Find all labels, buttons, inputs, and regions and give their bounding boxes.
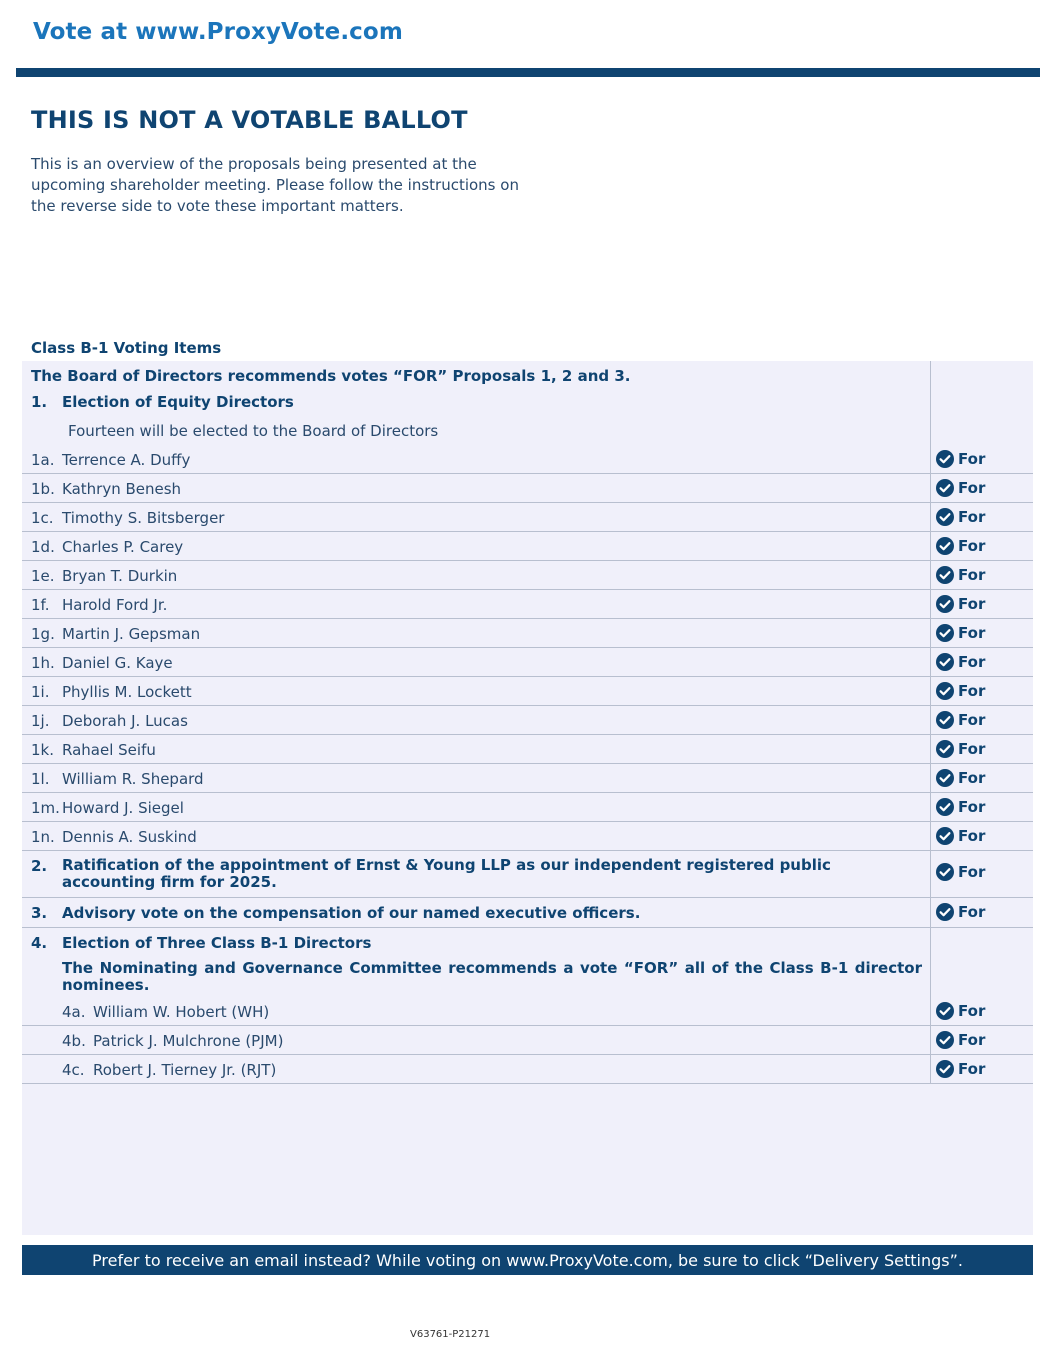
check-circle-icon — [936, 740, 954, 758]
proposal-number: 4. — [31, 934, 48, 952]
vote-recommendation — [936, 798, 985, 816]
nominee-row — [22, 474, 1033, 503]
vote-label: For — [958, 450, 986, 468]
vote-label: For — [958, 740, 986, 758]
nominee-row — [22, 648, 1033, 677]
document-code: V63761-P21271 — [410, 1329, 491, 1340]
check-circle-icon — [936, 798, 954, 816]
nominee-code: 1e. — [31, 567, 55, 585]
vote-label: For — [958, 903, 986, 921]
nominee-row — [22, 445, 1033, 474]
board-recommendation: The Board of Directors recommends votes “FOR” Proposals 1, 2 and 3. — [31, 367, 631, 385]
vote-label: For — [958, 566, 986, 584]
vote-recommendation — [936, 740, 985, 758]
proposal-1-note — [22, 422, 1033, 444]
nominee-name: Bryan T. Durkin — [62, 567, 178, 585]
nominee-row — [22, 735, 1033, 764]
vote-label: For — [958, 798, 986, 816]
vote-label: For — [958, 1060, 986, 1078]
nominee-code: 1j. — [31, 712, 50, 730]
nominee-row — [22, 997, 1033, 1026]
check-circle-icon — [936, 1060, 954, 1078]
nominee-code: 1f. — [31, 596, 50, 614]
nominee-code: 1i. — [31, 683, 50, 701]
vote-label: For — [958, 624, 986, 642]
proposal-2-row — [22, 851, 1033, 898]
nominee-code: 1l. — [31, 770, 50, 788]
vote-recommendation — [936, 827, 985, 845]
proposal-title: Advisory vote on the compensation of our named executive officers. — [62, 904, 641, 922]
check-circle-icon — [936, 450, 954, 468]
nominee-code: 4a. — [62, 1003, 86, 1021]
nominee-row — [22, 706, 1033, 735]
nominee-name: Robert J. Tierney Jr. (RJT) — [93, 1061, 277, 1079]
vote-recommendation — [936, 711, 985, 729]
nominee-row — [22, 793, 1033, 822]
vote-recommendation — [936, 595, 985, 613]
check-circle-icon — [936, 653, 954, 671]
vote-recommendation — [936, 624, 985, 642]
nominee-name: Rahael Seifu — [62, 741, 156, 759]
nominee-code: 1g. — [31, 625, 55, 643]
nominee-name: Phyllis M. Lockett — [62, 683, 192, 701]
nominee-name: Daniel G. Kaye — [62, 654, 173, 672]
vote-recommendation — [936, 450, 985, 468]
nominee-code: 4c. — [62, 1061, 85, 1079]
nominee-row — [22, 1026, 1033, 1055]
vote-label: For — [958, 863, 986, 881]
proposal-title: Ratification of the appointment of Ernst & Young LLP as our independent registered public accounting firm for 2025. — [62, 856, 831, 891]
proposal-3-row — [22, 898, 1033, 928]
vote-label: For — [958, 595, 986, 613]
vote-label: For — [958, 1002, 986, 1020]
nominee-name: Martin J. Gepsman — [62, 625, 201, 643]
proposal-number: 2. — [31, 857, 48, 875]
vote-label: For — [958, 479, 986, 497]
nominee-name: William R. Shepard — [62, 770, 204, 788]
check-circle-icon — [936, 682, 954, 700]
nominee-code: 1b. — [31, 480, 55, 498]
vote-url-heading: Vote at www.ProxyVote.com — [33, 19, 403, 45]
nominee-row — [22, 532, 1033, 561]
header-rule — [16, 68, 1040, 77]
proposal-note: Fourteen will be elected to the Board of Directors — [68, 422, 439, 440]
notice-title: THIS IS NOT A VOTABLE BALLOT — [31, 106, 468, 134]
email-delivery-text: Prefer to receive an email instead? While voting on www.ProxyVote.com, be sure to click “Delivery Settings”. — [92, 1250, 963, 1270]
nominee-code: 4b. — [62, 1032, 86, 1050]
check-circle-icon — [936, 827, 954, 845]
nominee-name: Dennis A. Suskind — [62, 828, 197, 846]
vote-recommendation — [936, 653, 985, 671]
vote-recommendation — [936, 479, 985, 497]
vote-label: For — [958, 1031, 986, 1049]
vote-recommendation — [936, 682, 985, 700]
vote-label: For — [958, 682, 986, 700]
vote-recommendation — [936, 566, 985, 584]
check-circle-icon — [936, 566, 954, 584]
nominee-row — [22, 822, 1033, 851]
check-circle-icon — [936, 595, 954, 613]
nominee-name: Terrence A. Duffy — [62, 451, 191, 469]
nominee-code: 1c. — [31, 509, 54, 527]
nominee-row — [22, 1055, 1033, 1084]
vote-recommendation — [936, 1002, 985, 1020]
check-circle-icon — [936, 711, 954, 729]
proposal-title: Election of Three Class B-1 Directors — [62, 934, 372, 952]
nominee-name: William W. Hobert (WH) — [93, 1003, 270, 1021]
nominee-code: 1d. — [31, 538, 55, 556]
nominee-name: Kathryn Benesh — [62, 480, 182, 498]
check-circle-icon — [936, 508, 954, 526]
vote-recommendation — [936, 863, 985, 881]
proposal-number: 3. — [31, 904, 48, 922]
committee-recommendation: The Nominating and Governance Committee recommends a vote “FOR” all of the Class B-1 director nominees. — [62, 959, 922, 994]
vote-label: For — [958, 769, 986, 787]
nominee-row — [22, 503, 1033, 532]
ballot-panel — [22, 361, 1033, 1235]
vote-recommendation — [936, 903, 985, 921]
nominee-name: Harold Ford Jr. — [62, 596, 168, 614]
vote-label: For — [958, 537, 986, 555]
vote-label: For — [958, 827, 986, 845]
vote-recommendation — [936, 1060, 985, 1078]
proposal-title: Election of Equity Directors — [62, 393, 294, 411]
nominee-name: Patrick J. Mulchrone (PJM) — [93, 1032, 284, 1050]
proposal-number: 1. — [31, 393, 48, 411]
nominee-code: 1k. — [31, 741, 54, 759]
nominee-name: Timothy S. Bitsberger — [62, 509, 225, 527]
nominee-code: 1n. — [31, 828, 55, 846]
vote-label: For — [958, 508, 986, 526]
check-circle-icon — [936, 863, 954, 881]
nominee-row — [22, 561, 1033, 590]
nominee-code: 1a. — [31, 451, 55, 469]
check-circle-icon — [936, 479, 954, 497]
vote-recommendation — [936, 508, 985, 526]
check-circle-icon — [936, 903, 954, 921]
nominee-row — [22, 590, 1033, 619]
check-circle-icon — [936, 537, 954, 555]
nominee-code: 1m. — [31, 799, 60, 817]
notice-body: This is an overview of the proposals being presented at the upcoming shareholder meeting. Please follow the instructions on the reverse side to vote these important matters. — [31, 155, 519, 215]
vote-label: For — [958, 711, 986, 729]
nominee-name: Charles P. Carey — [62, 538, 184, 556]
nominee-row — [22, 619, 1033, 648]
nominee-code: 1h. — [31, 654, 55, 672]
nominee-name: Deborah J. Lucas — [62, 712, 188, 730]
check-circle-icon — [936, 624, 954, 642]
nominee-name: Howard J. Siegel — [62, 799, 184, 817]
check-circle-icon — [936, 1031, 954, 1049]
vote-recommendation — [936, 537, 985, 555]
nominee-row — [22, 677, 1033, 706]
vote-recommendation — [936, 1031, 985, 1049]
section-label: Class B-1 Voting Items — [31, 339, 222, 357]
check-circle-icon — [936, 1002, 954, 1020]
nominee-row — [22, 764, 1033, 793]
vote-recommendation — [936, 769, 985, 787]
proposal-1-header — [22, 393, 1033, 415]
email-delivery-banner — [22, 1245, 1033, 1275]
proposal-4-header — [22, 928, 1033, 958]
check-circle-icon — [936, 769, 954, 787]
vote-label: For — [958, 653, 986, 671]
proposal-4-recommendation — [22, 960, 1033, 1000]
